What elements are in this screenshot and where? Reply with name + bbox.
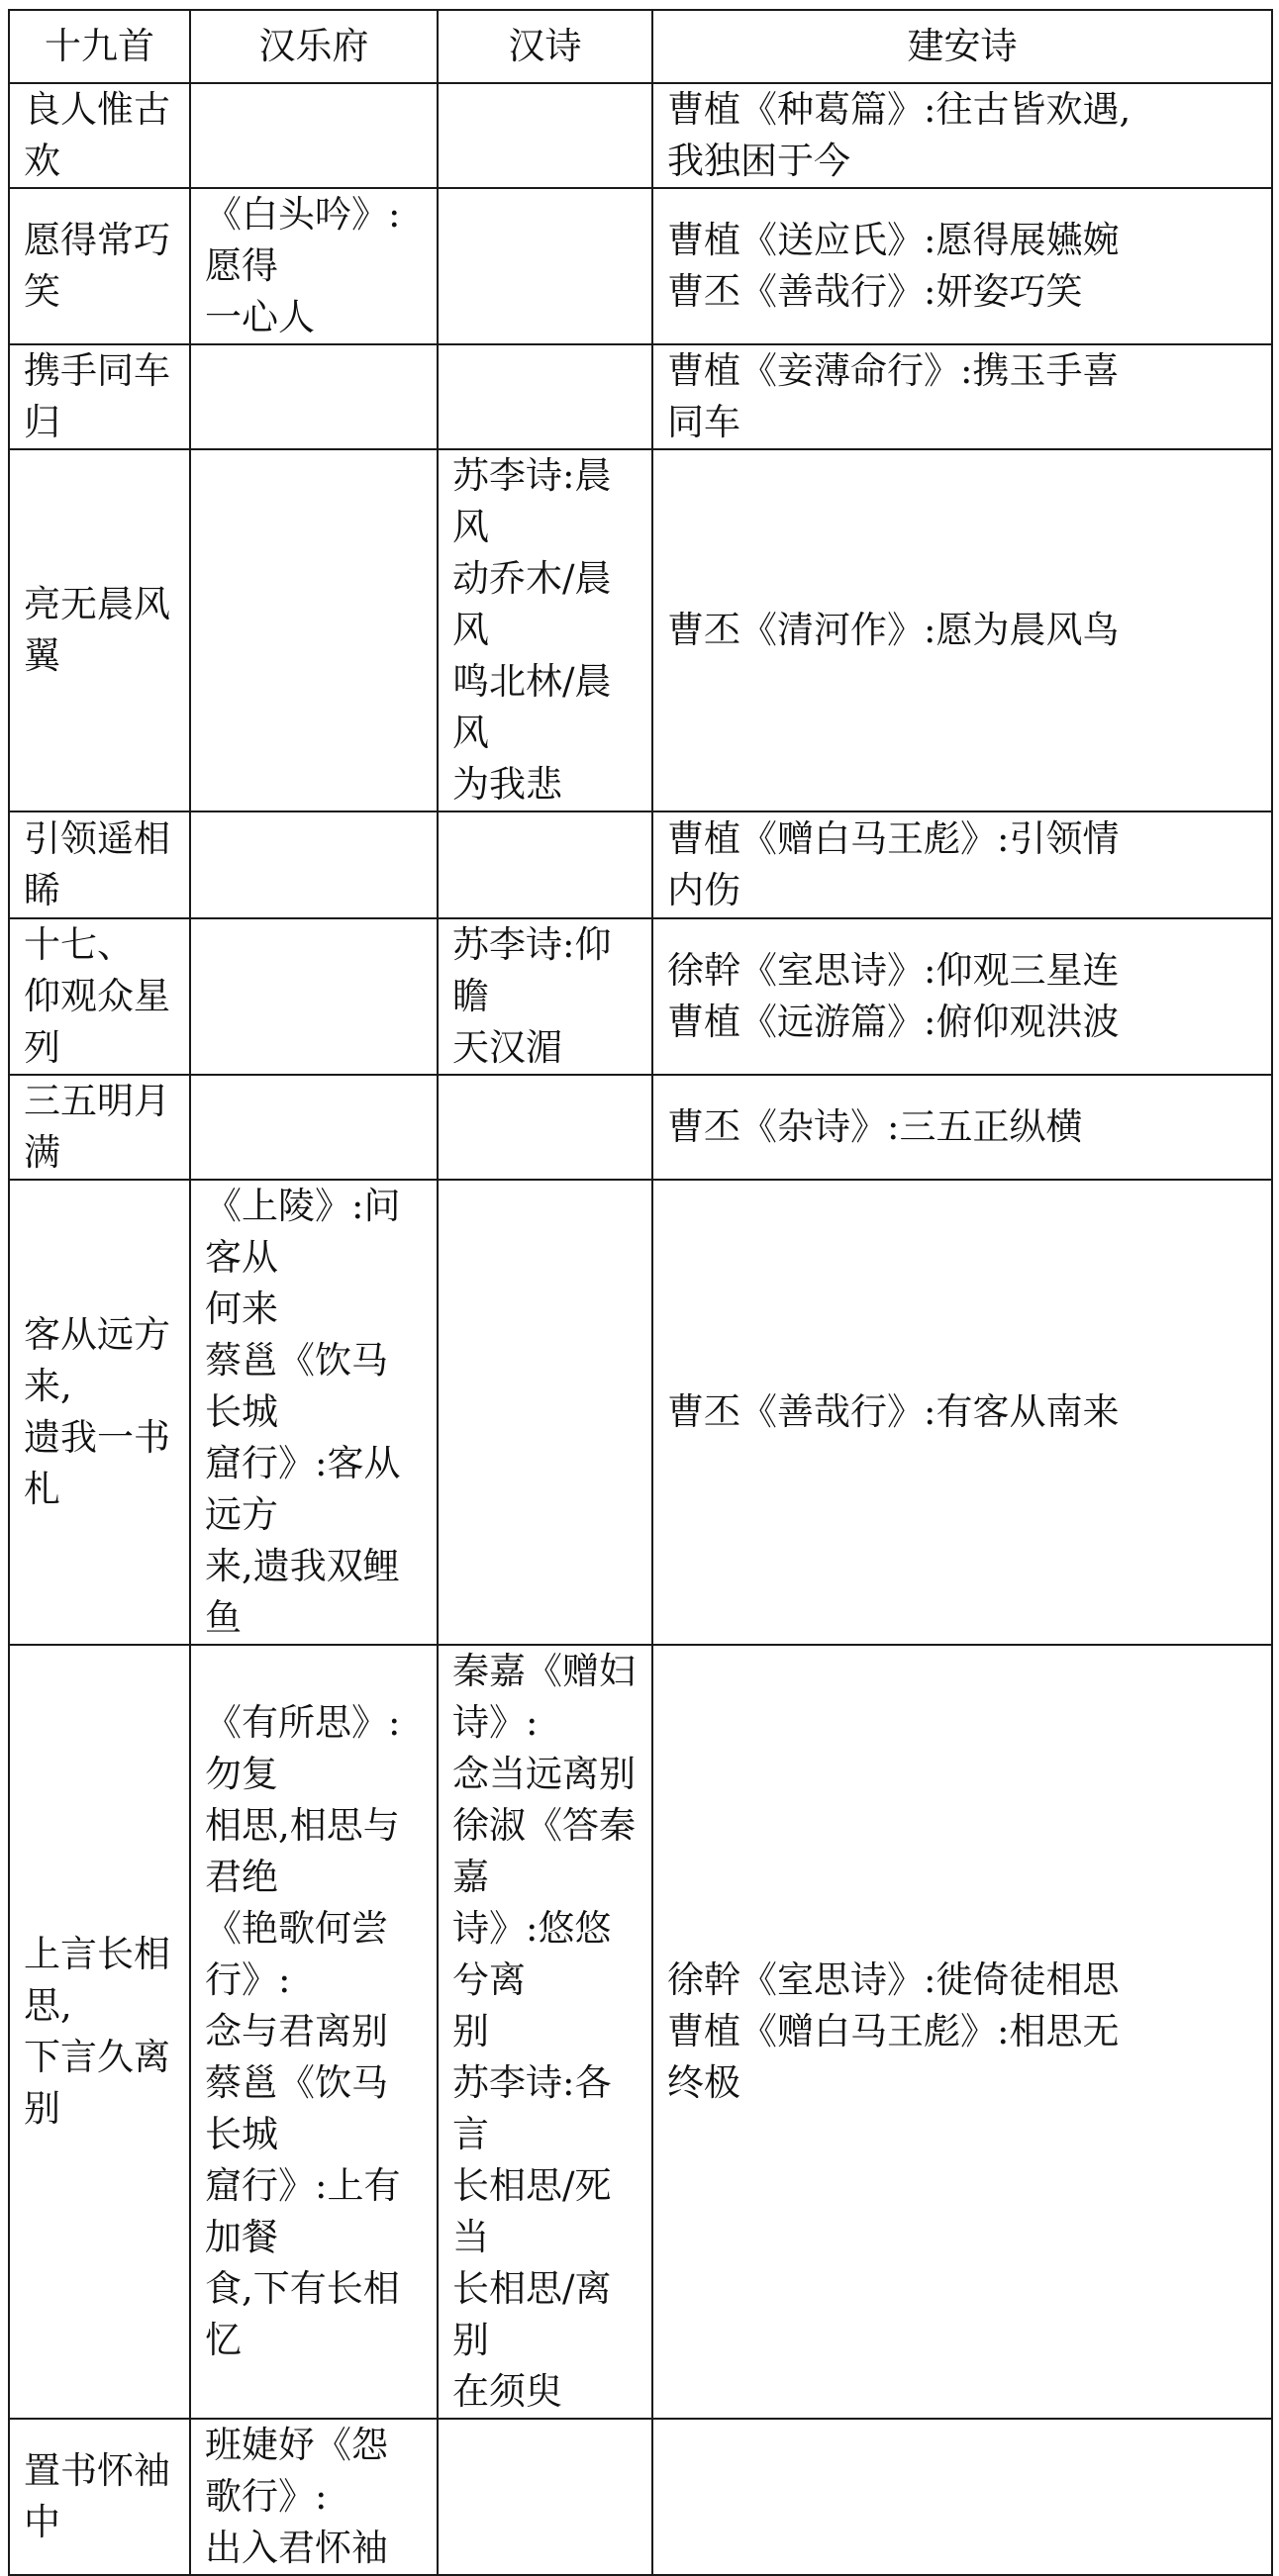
cell-hanyuefu <box>190 449 438 811</box>
cell-text-line: 终极 <box>667 2061 740 2104</box>
cell-text-line: 置书怀袖中 <box>24 2449 170 2543</box>
cell-shijiushou <box>9 188 190 344</box>
cell-text-line: 蔡邕《饮马长城 <box>205 2061 388 2155</box>
cell-jiananshi <box>652 1180 1272 1645</box>
cell-text-line: 曹植《赠白马王彪》:引领情 <box>667 817 1120 860</box>
cell-text-line: 引领遥相睎 <box>24 817 170 911</box>
table-row <box>9 449 1272 811</box>
cell-text-line: 愿得常巧笑 <box>24 219 170 313</box>
cell-text-line: 班婕妤《怨歌行》: <box>205 2424 388 2518</box>
cell-text-line: 曹丕《清河作》:愿为晨风鸟 <box>667 609 1120 651</box>
cell-text-line: 曹植《种葛篇》:往古皆欢遇, <box>667 88 1131 131</box>
header-row <box>9 10 1272 83</box>
cell-hanshi <box>438 2419 652 2575</box>
cell-shijiushou <box>9 918 190 1075</box>
column-header-hanshi: 汉诗 <box>438 10 652 83</box>
cell-text-line: 下言久离别 <box>24 2036 170 2130</box>
cell-hanyuefu <box>190 188 438 344</box>
cell-text-line: 曹植《妾薄命行》:携玉手喜 <box>667 349 1120 392</box>
cell-text-line: 念与君离别 <box>205 2010 388 2052</box>
cell-text-line: 长相思/离别 <box>452 2267 612 2361</box>
table-row <box>9 1645 1272 2419</box>
cell-hanshi <box>438 918 652 1075</box>
cell-text-line: 徐淑《答秦嘉 <box>452 1804 636 1898</box>
cell-text-line: 曹植《远游篇》:俯仰观洪波 <box>667 1001 1120 1043</box>
cell-text-line: 一心人 <box>205 296 315 338</box>
cell-text-line: 亮无晨风翼 <box>24 583 170 677</box>
cell-text-line: 食,下有长相忆 <box>205 2267 400 2361</box>
cell-text-line: 念当远离别 <box>452 1753 636 1795</box>
cell-hanyuefu <box>190 2419 438 2575</box>
cell-shijiushou <box>9 83 190 188</box>
cell-shijiushou <box>9 449 190 811</box>
table-row <box>9 918 1272 1075</box>
cell-text-line: 曹丕《善哉行》:妍姿巧笑 <box>667 270 1083 313</box>
cell-text-line: 鸣北林/晨风 <box>452 660 612 754</box>
cell-text-line: 《艳歌何尝行》: <box>205 1907 388 2001</box>
cell-text-line: 相思,相思与 <box>205 1804 400 1847</box>
cell-text-line: 别 <box>452 2010 489 2052</box>
cell-text-line: 我独困于今 <box>667 140 850 182</box>
cell-jiananshi <box>652 83 1272 188</box>
cell-hanshi <box>438 449 652 811</box>
table-row <box>9 188 1272 344</box>
cell-hanyuefu <box>190 83 438 188</box>
cell-text-line: 窟行》:上有加餐 <box>205 2164 401 2258</box>
cell-text-line: 诗》:悠悠兮离 <box>452 1907 612 2001</box>
cell-text-line: 《有所思》:勿复 <box>205 1701 401 1795</box>
cell-shijiushou <box>9 1180 190 1645</box>
cell-text-line: 曹丕《杂诗》:三五正纵横 <box>667 1105 1083 1148</box>
cell-text-line: 客从远方来, <box>24 1313 170 1407</box>
cell-hanshi <box>438 344 652 449</box>
cell-jiananshi <box>652 1645 1272 2419</box>
cell-shijiushou <box>9 811 190 918</box>
cell-text-line: 曹植《赠白马王彪》:相思无 <box>667 2010 1120 2052</box>
table-row <box>9 811 1272 918</box>
cell-text-line: 徐幹《室思诗》:徙倚徒相思 <box>667 1958 1120 2001</box>
column-header-jiananshi: 建安诗 <box>652 10 1272 83</box>
poetry-comparison-table <box>8 9 1273 2576</box>
cell-jiananshi <box>652 449 1272 811</box>
cell-text-line: 天汉湄 <box>452 1026 562 1069</box>
table-row <box>9 344 1272 449</box>
cell-hanyuefu <box>190 1075 438 1180</box>
cell-text-line: 长相思/死当 <box>452 2164 612 2258</box>
table-row <box>9 83 1272 188</box>
cell-text-line: 窟行》:客从远方 <box>205 1442 401 1536</box>
cell-jiananshi <box>652 188 1272 344</box>
cell-jiananshi <box>652 918 1272 1075</box>
table-row <box>9 1180 1272 1645</box>
cell-hanyuefu <box>190 918 438 1075</box>
cell-hanshi <box>438 1180 652 1645</box>
cell-hanshi <box>438 1075 652 1180</box>
cell-jiananshi <box>652 344 1272 449</box>
cell-shijiushou <box>9 344 190 449</box>
cell-text-line: 蔡邕《饮马长城 <box>205 1339 388 1433</box>
cell-text-line: 《白头吟》:愿得 <box>205 193 401 287</box>
cell-text-line: 内伤 <box>667 869 740 911</box>
cell-text-line: 同车 <box>667 401 740 443</box>
cell-text-line: 苏李诗:各言 <box>452 2061 612 2155</box>
cell-text-line: 在须臾 <box>452 2370 562 2413</box>
cell-shijiushou <box>9 1645 190 2419</box>
cell-text-line: 徐幹《室思诗》:仰观三星连 <box>667 949 1120 992</box>
cell-text-line: 苏李诗:仰瞻 <box>452 923 612 1017</box>
cell-hanyuefu <box>190 344 438 449</box>
cell-text-line: 良人惟古欢 <box>24 88 170 182</box>
cell-text-line: 遗我一书札 <box>24 1416 170 1510</box>
column-header-shijiushou: 十九首 <box>9 10 190 83</box>
cell-text-line: 出入君怀袖 <box>205 2527 388 2569</box>
cell-text-line: 为我悲 <box>452 763 562 806</box>
cell-text-line: 十七、 <box>24 923 134 966</box>
cell-text-line: 动乔木/晨风 <box>452 557 612 651</box>
cell-text-line: 上言长相思, <box>24 1933 170 2027</box>
cell-text-line: 三五明月满 <box>24 1080 170 1174</box>
cell-text-line: 携手同车归 <box>24 349 170 443</box>
cell-hanyuefu <box>190 1645 438 2419</box>
cell-hanyuefu <box>190 811 438 918</box>
cell-hanshi <box>438 811 652 918</box>
cell-text-line: 君绝 <box>205 1856 278 1898</box>
cell-text-line: 来,遗我双鲤鱼 <box>205 1545 400 1639</box>
cell-hanshi <box>438 83 652 188</box>
cell-hanshi <box>438 1645 652 2419</box>
table-row <box>9 2419 1272 2575</box>
cell-text-line: 《上陵》:问客从 <box>205 1185 401 1279</box>
cell-text-line: 何来 <box>205 1288 278 1330</box>
cell-jiananshi <box>652 1075 1272 1180</box>
table-body <box>9 83 1272 2575</box>
cell-shijiushou <box>9 1075 190 1180</box>
cell-text-line: 曹植《送应氏》:愿得展嬿婉 <box>667 219 1120 261</box>
cell-text-line: 仰观众星列 <box>24 975 170 1069</box>
cell-hanyuefu <box>190 1180 438 1645</box>
cell-text-line: 苏李诗:晨风 <box>452 454 612 548</box>
table-row <box>9 1075 1272 1180</box>
cell-hanshi <box>438 188 652 344</box>
cell-jiananshi <box>652 2419 1272 2575</box>
cell-text-line: 曹丕《善哉行》:有客从南来 <box>667 1390 1120 1433</box>
cell-shijiushou <box>9 2419 190 2575</box>
cell-jiananshi <box>652 811 1272 918</box>
cell-text-line: 秦嘉《赠妇诗》: <box>452 1650 636 1744</box>
column-header-hanyuefu: 汉乐府 <box>190 10 438 83</box>
